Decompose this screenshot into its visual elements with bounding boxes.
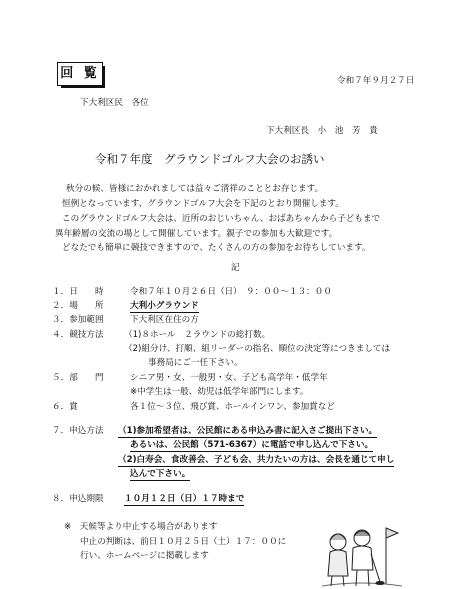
item-1-value: 令和７年１０月２６日（日） ９：００～１３：００: [130, 287, 332, 297]
item-5-label: ５．部 門: [52, 373, 104, 383]
body-line-1: 秋分の候、皆様におかれましては益々ご清祥のこととお存じます。: [66, 184, 324, 194]
sender: 下大利区長 小 池 芳 貴: [266, 126, 378, 136]
note-line-1: ※ 天候等より中止する場合があります: [64, 522, 218, 532]
addressee: 下大利区民 各位: [80, 98, 149, 108]
item-4-label: ４．競技方法: [52, 330, 104, 340]
item-1-label: １．日 時: [52, 287, 104, 297]
item-8-label: ８．申込期限: [52, 494, 104, 504]
circulation-stamp: [57, 62, 103, 86]
item-5-value-2: ※中学生は一般、幼児は低学年部門にします。: [130, 387, 309, 397]
item-5-value-1: シニア男・女、一般男・女、子ども高学年・低学年: [130, 373, 328, 383]
item-7-value-1: （1)参加希望者は、公民館にある申込み書に記入さご提出下さい。: [118, 426, 378, 436]
page-title: 令和７年度 グラウンドゴルフ大会のお誘い: [95, 152, 325, 166]
body-line-3: このグラウンドゴルフ大会は、近所のおじいちゃん、おばあちゃんから子どもまで: [62, 214, 381, 224]
item-7-value-4: 込んで下さい。: [130, 469, 191, 479]
issue-date: 令和７年９月２７日: [337, 76, 415, 86]
ground-golf-illustration: [322, 518, 402, 589]
item-3-label: ３．参加範囲: [52, 315, 104, 325]
item-7-value-3: （2)白寿会、食改善会、子ども会、共力たいの方は、会長を通じて申し: [118, 455, 395, 465]
flag-icon: [386, 528, 398, 538]
body-line-2: 恒例となっています、グラウンドゴルフ大会を下記のとおり開催します。: [62, 199, 344, 209]
item-6-label: ６．賞: [52, 402, 78, 412]
body-line-5: どなたでも簡単に競技できますので、たくさんの方の参加をお待ちしています。: [62, 243, 371, 253]
note-line-2: 中止の判断は、前日１０月２５日（土）１７：００に: [80, 537, 287, 547]
item-7-value-2: あるいは、公民館（571-6367）に電話で申し込んで下さい。: [130, 440, 374, 450]
item-2-value: 大利小グラウンド: [130, 301, 199, 311]
item-7-label: ７．申込方法: [52, 426, 104, 436]
item-4-value-2: （2)組分け、打順、組リーダーの指名、順位の決定等につきましては: [124, 344, 391, 354]
stamp-label: 回 覧: [58, 63, 102, 85]
body-line-4: 異年齢層の交流の場として開催しています。親子での参加も大歓迎です。: [55, 229, 338, 239]
item-4-value-1: （1)８ホール ２ラウンドの総打数。: [124, 330, 271, 340]
item-4-value-3: 事務局にご一任下さい。: [148, 358, 243, 368]
item-8-value: １０月１２日（日）１７時まで: [124, 494, 245, 504]
item-6-value: 各１位～３位、飛び賞、ホールインワン、参加賞など: [130, 402, 335, 412]
ki-heading: 記: [231, 263, 240, 273]
note-line-3: 行い、ホームページに掲載します: [80, 551, 209, 561]
item-3-value: 下大利区在住の方: [130, 315, 199, 325]
item-2-label: ２．場 所: [52, 301, 104, 311]
